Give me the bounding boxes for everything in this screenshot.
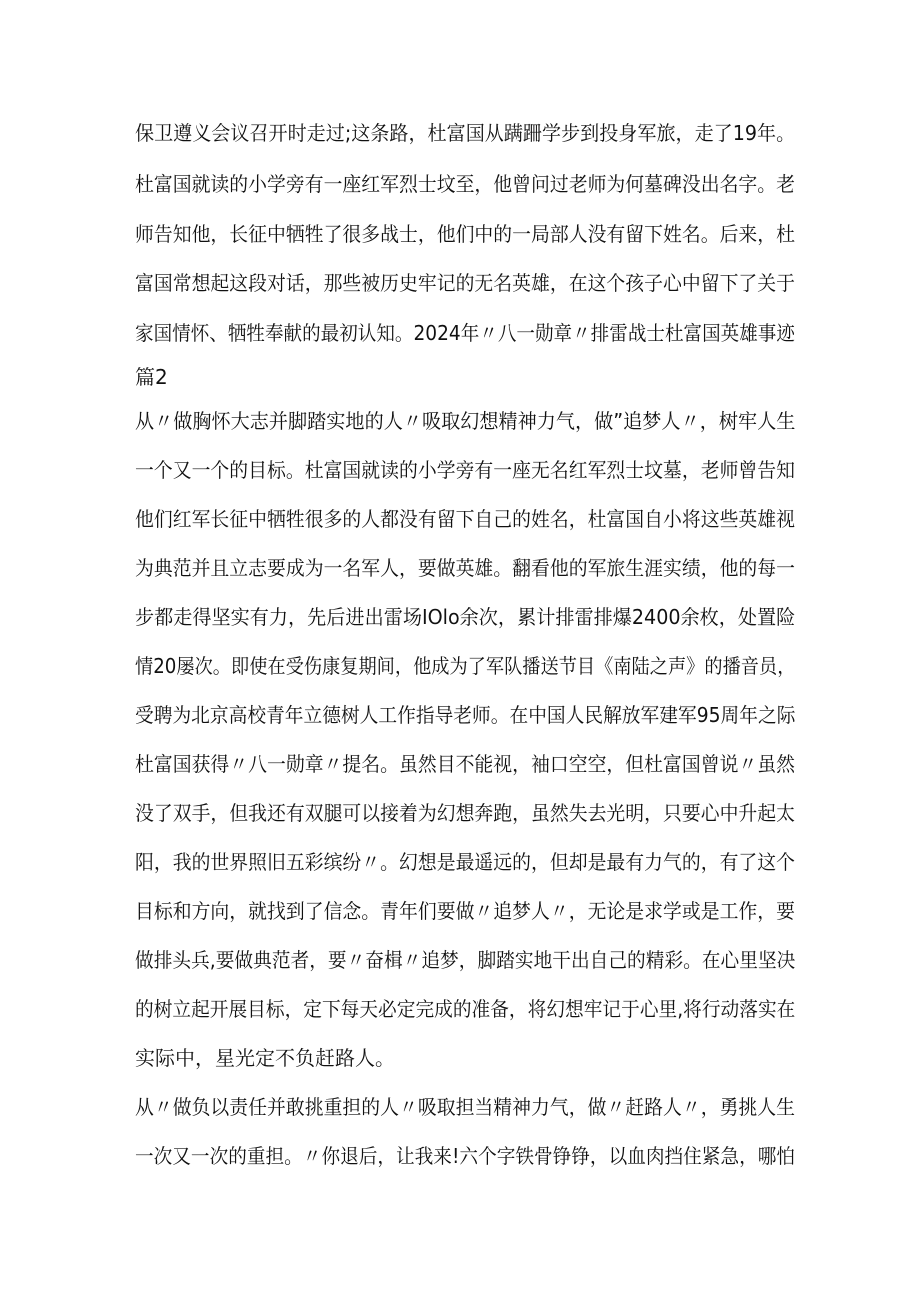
text-line: 家国情怀、牺牲奉献的最初认知。2024年〃八一勋章〃排雷战士杜富国英雄事迹	[135, 321, 795, 345]
text-line: 杜富国获得〃八一勋章〃提名。虽然目不能视，袖口空空，但杜富国曾说〃虽然	[135, 752, 795, 776]
text-line: 杜富国就读的小学旁有一座红军烈士坟至，他曾问过老师为何墓碑没出名字。老	[135, 172, 795, 196]
text-line: 情20屡次。即使在受伤康复期间，他成为了军队播送节目《南陆之声》的播音员，	[135, 654, 796, 678]
text-line: 一次又一次的重担。〃你退后，让我来!六个字铁骨铮铮，以血肉挡住紧急，哪怕	[135, 1144, 796, 1168]
text-line: 阳，我的世界照旧五彩缤纷〃。幻想是最遥远的，但却是最有力气的，有了这个	[135, 850, 795, 874]
text-line: 做排头兵,要做典范者，要〃奋楫〃追梦，脚踏实地干出自己的精彩。在心里坚决	[135, 948, 796, 972]
text-line: 师告知他，长征中牺牲了很多战士，他们中的一局部人没有留下姓名。后来，杜	[135, 222, 795, 246]
text-line: 他们红军长征中牺牲很多的人都没有留下自己的姓名，杜富国自小将这些英雄视	[135, 507, 795, 531]
section-heading: 篇2	[135, 365, 168, 389]
text-line: 为典范并且立志要成为一名军人，要做英雄。翻看他的军旅生涯实绩，他的每一	[135, 556, 795, 580]
text-line: 受聘为北京高校青年立德树人工作指导老师。在中国人民解放军建军95周年之际	[135, 703, 796, 727]
text-line: 没了双手，但我还有双腿可以接着为幻想奔跑，虽然失去光明，只要心中升起太	[135, 801, 795, 825]
text-line: 步都走得坚实有力，先后进出雷场IOlo余次，累计排雷排爆2400余枚，处置险	[135, 605, 796, 629]
text-line: 的树立起开展目标，定下每天必定完成的准备，将幻想牢记于心里,将行动落实在	[135, 997, 796, 1021]
text-line: 一个又一个的目标。杜富国就读的小学旁有一座无名红军烈士坟墓，老师曾告知	[135, 458, 795, 482]
text-line: 从〃做胸怀大志并脚踏实地的人〃吸取幻想精神力气，做”追梦人〃，树牢人生	[135, 409, 796, 433]
text-line: 从〃做负以责任并敢挑重担的人〃吸取担当精神力气，做〃赶路人〃，勇挑人生	[135, 1095, 795, 1119]
text-line: 目标和方向，就找到了信念。青年们要做〃追梦人〃，无论是求学或是工作，要	[135, 899, 795, 923]
text-line: 保卫遵义会议召开时走过;这条路，杜富国从蹒跚学步到投身军旅，走了19年。	[135, 121, 796, 145]
text-line: 实际中，星光定不负赶路人。	[135, 1046, 395, 1070]
text-line: 富国常想起这段对话，那些被历史牢记的无名英雄，在这个孩子心中留下了关于	[135, 271, 795, 295]
